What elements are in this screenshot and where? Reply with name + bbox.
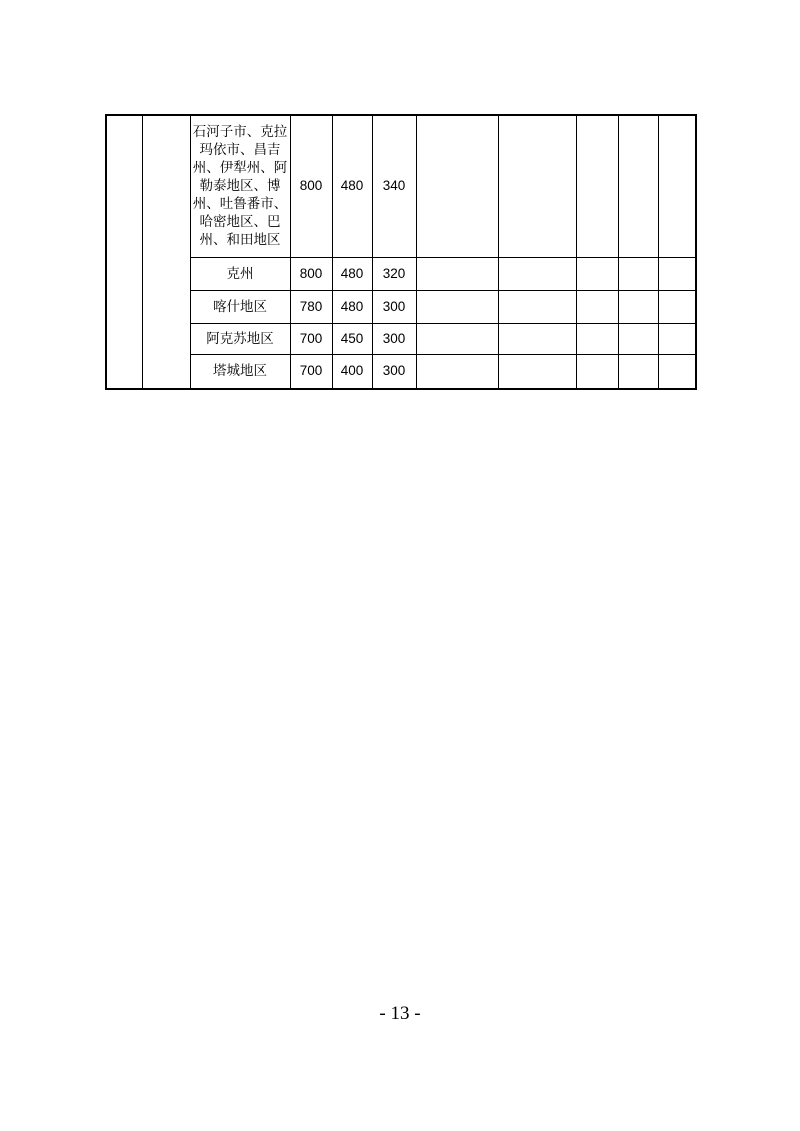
region-cell: 塔城地区: [190, 354, 290, 389]
region-cell: 阿克苏地区: [190, 323, 290, 354]
region-cell: 喀什地区: [190, 290, 290, 323]
value-cell-2: 480: [332, 257, 372, 290]
empty-cell: [658, 115, 696, 257]
value-cell-3: 300: [372, 354, 416, 389]
empty-cell: [576, 290, 618, 323]
empty-cell: [618, 290, 658, 323]
value-cell-1: 800: [290, 115, 332, 257]
table-row: [106, 323, 696, 354]
empty-cell: [576, 257, 618, 290]
empty-cell: [658, 323, 696, 354]
empty-cell-col1: [106, 115, 142, 389]
empty-cell: [576, 354, 618, 389]
empty-cell: [658, 257, 696, 290]
region-cell: 石河子市、克拉玛依市、昌吉州、伊犁州、阿勒泰地区、博州、吐鲁番市、哈密地区、巴州、和田地区: [190, 115, 290, 257]
empty-cell: [618, 257, 658, 290]
empty-cell: [498, 290, 576, 323]
region-cell: 克州: [190, 257, 290, 290]
empty-cell: [618, 323, 658, 354]
wage-standard-table: [105, 114, 697, 390]
empty-cell: [618, 354, 658, 389]
table-row: [106, 257, 696, 290]
empty-cell: [498, 354, 576, 389]
value-cell-2: 480: [332, 115, 372, 257]
value-cell-2: 400: [332, 354, 372, 389]
value-cell-3: 300: [372, 290, 416, 323]
value-cell-1: 800: [290, 257, 332, 290]
empty-cell-col2: [142, 115, 190, 389]
value-cell-1: 700: [290, 323, 332, 354]
value-cell-2: 480: [332, 290, 372, 323]
empty-cell: [416, 257, 498, 290]
table-row: [106, 354, 696, 389]
empty-cell: [658, 354, 696, 389]
empty-cell: [498, 257, 576, 290]
empty-cell: [416, 290, 498, 323]
empty-cell: [498, 323, 576, 354]
table-row: [106, 290, 696, 323]
value-cell-3: 300: [372, 323, 416, 354]
value-cell-1: 780: [290, 290, 332, 323]
empty-cell: [658, 290, 696, 323]
empty-cell: [498, 115, 576, 257]
value-cell-3: 340: [372, 115, 416, 257]
page-number: - 13 -: [379, 1003, 421, 1024]
value-cell-2: 450: [332, 323, 372, 354]
value-cell-1: 700: [290, 354, 332, 389]
empty-cell: [576, 115, 618, 257]
empty-cell: [416, 354, 498, 389]
empty-cell: [416, 115, 498, 257]
empty-cell: [618, 115, 658, 257]
table-row: [106, 115, 696, 257]
empty-cell: [416, 323, 498, 354]
empty-cell: [576, 323, 618, 354]
value-cell-3: 320: [372, 257, 416, 290]
